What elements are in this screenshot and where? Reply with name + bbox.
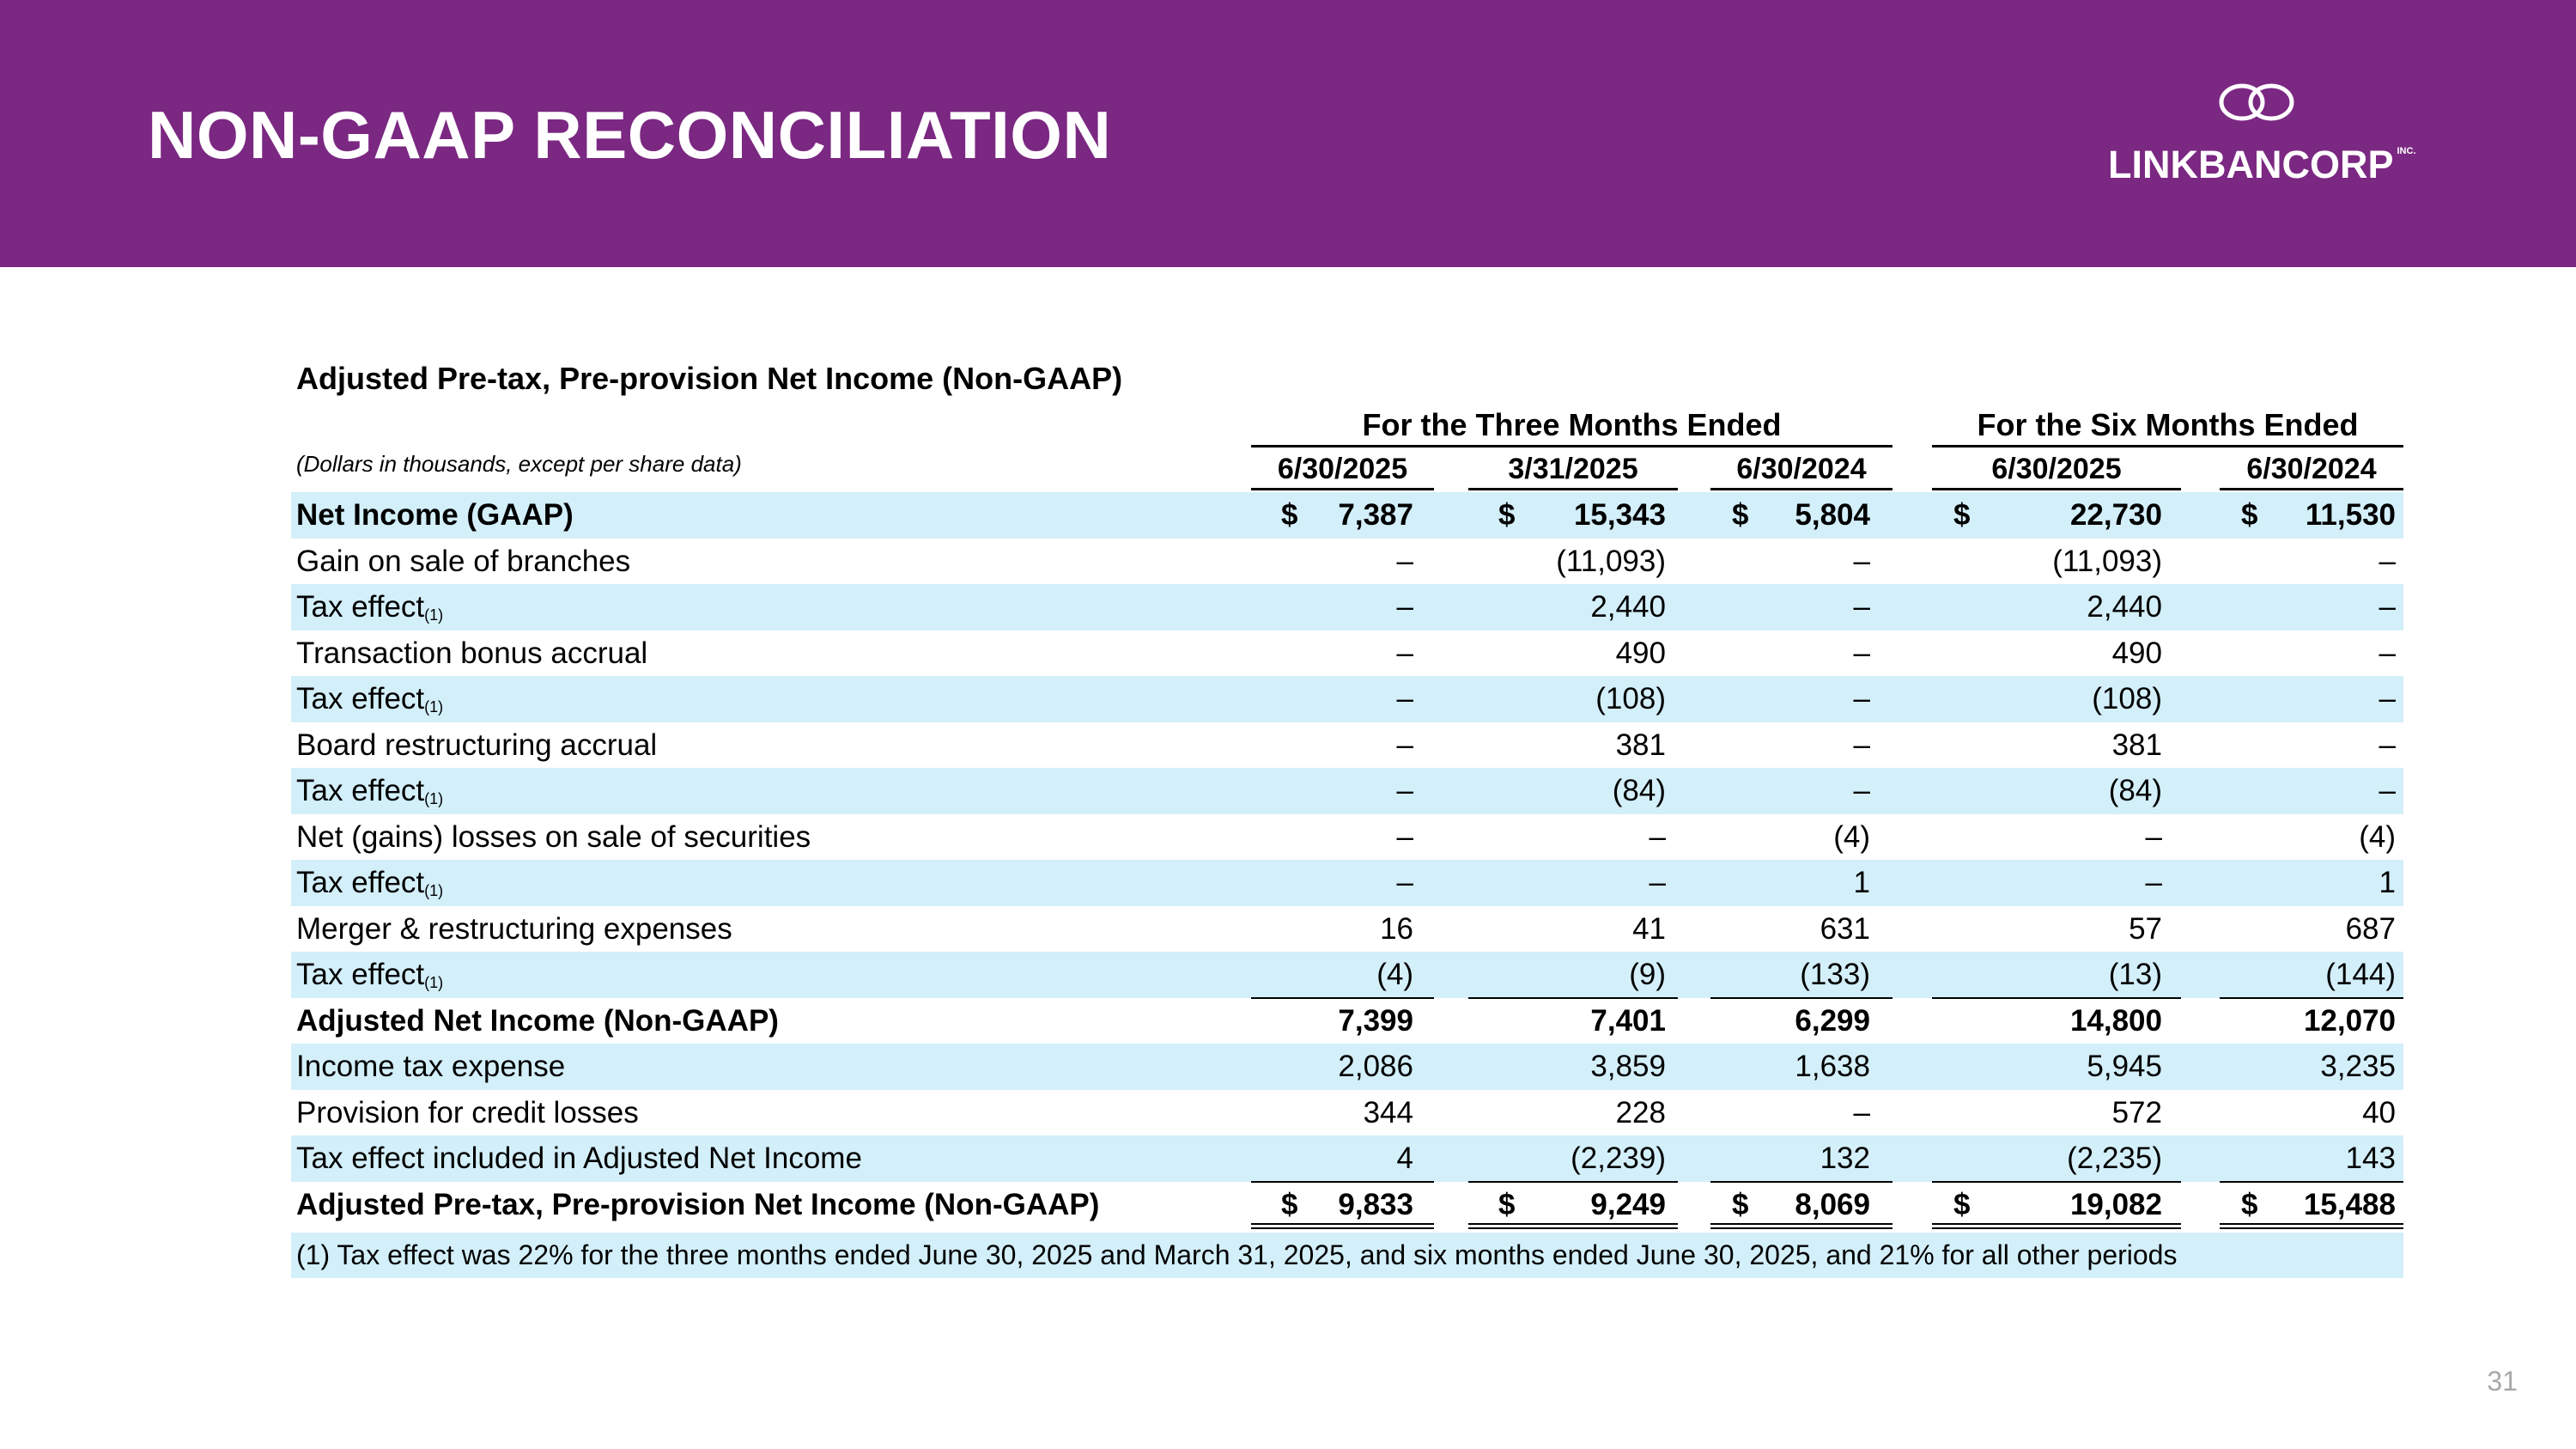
table-row — [291, 584, 2403, 630]
cell-value: 57 — [2129, 911, 2162, 946]
cell-value: – — [2379, 636, 2396, 670]
cell-value: – — [1853, 728, 1870, 762]
table-row — [291, 952, 2403, 998]
row-label: Board restructuring accrual — [296, 728, 658, 762]
row-label: Merger & restructuring expenses — [296, 911, 732, 946]
cell-value: 22,730 $ — [1932, 492, 2162, 539]
row-label: Tax effect$^{(1)}$ — [296, 774, 444, 807]
cell-value: – — [1396, 774, 1413, 807]
page-title: NON-GAAP RECONCILIATION — [148, 97, 1112, 173]
subtotal-rule — [1710, 997, 1893, 999]
cell-value: – — [2379, 682, 2396, 715]
cell-value: 2,440 — [2087, 590, 2162, 624]
cell-value: 344 — [1363, 1095, 1413, 1129]
cell-value: – — [2145, 819, 2162, 854]
table-row — [291, 998, 2403, 1044]
cell-value: 3,859 — [1590, 1050, 1666, 1083]
currency-symbol: $ — [1732, 498, 1749, 532]
row-label: Net (gains) losses on sale of securities — [296, 819, 811, 854]
cell-value: – — [2379, 774, 2396, 807]
cell-value: – — [2379, 728, 2396, 762]
row-label: Income tax expense — [296, 1050, 566, 1083]
row-label: Tax effect$^{(1)}$ — [296, 590, 444, 624]
cell-value: 3,235 — [2320, 1050, 2396, 1083]
table-row — [291, 1044, 2403, 1090]
column-header: 6/30/2025 — [1251, 450, 1434, 490]
column-header: 6/30/2025 — [1932, 450, 2181, 490]
table-row — [291, 676, 2403, 722]
row-label: Adjusted Net Income (Non-GAAP) — [296, 1003, 779, 1038]
currency-symbol: $ — [1953, 1187, 1971, 1221]
cell-value: 7,399 — [1338, 1003, 1413, 1038]
total-double-rule — [1251, 1223, 1434, 1229]
subtotal-rule — [1468, 1181, 1678, 1183]
group-header-three-months: For the Three Months Ended — [1251, 405, 1893, 447]
currency-symbol: $ — [2241, 498, 2258, 532]
total-double-rule — [1468, 1223, 1678, 1229]
cell-value: 631 — [1820, 911, 1870, 946]
row-label: Net Income (GAAP) — [296, 498, 574, 532]
cell-value: 143 — [2345, 1142, 2396, 1175]
row-label: Transaction bonus accrual — [296, 636, 648, 670]
cell-value: 1 — [2379, 866, 2396, 899]
cell-value: – — [1853, 544, 1870, 578]
cell-value: – — [2379, 544, 2396, 578]
cell-value: (11,093) — [1556, 544, 1666, 578]
cell-value: 12,070 — [2303, 1003, 2396, 1038]
row-label: Provision for credit losses — [296, 1095, 639, 1129]
table-row — [291, 814, 2403, 861]
cell-value: – — [1396, 544, 1413, 578]
logo-text: LINKBANCORP $^{INC.}$ — [2108, 143, 2416, 186]
cell-value: 16 — [1380, 911, 1413, 946]
subtotal-rule — [2220, 1181, 2403, 1183]
cell-value: 381 — [2111, 728, 2162, 762]
subtotal-rule — [1710, 1181, 1893, 1183]
currency-symbol: $ — [1498, 1187, 1516, 1221]
page-number: 31 — [2487, 1366, 2518, 1397]
row-label: Tax effect included in Adjusted Net Income — [296, 1142, 862, 1175]
currency-symbol: $ — [2241, 1187, 2258, 1221]
cell-value: 7,387 $ — [1251, 492, 1413, 539]
subtotal-rule — [1468, 997, 1678, 999]
cell-value: – — [1396, 636, 1413, 670]
company-logo — [2108, 82, 2451, 194]
total-double-rule — [1932, 1223, 2181, 1229]
cell-value: 6,299 — [1795, 1003, 1870, 1038]
cell-value: 5,804 $ — [1710, 492, 1870, 539]
cell-value: (9) — [1629, 958, 1666, 991]
cell-value: – — [1396, 819, 1413, 854]
cell-value: 9,833 $ — [1251, 1182, 1413, 1228]
cell-value: 15,488 $ — [2220, 1182, 2396, 1228]
cell-value: (2,235) — [2067, 1142, 2162, 1175]
table-row — [291, 860, 2403, 906]
cell-value: (108) — [2092, 682, 2162, 715]
cell-value: – — [1853, 590, 1870, 624]
cell-value: (4) — [2359, 819, 2396, 854]
total-double-rule — [2220, 1223, 2403, 1229]
cell-value: – — [1649, 866, 1666, 899]
currency-symbol: $ — [1281, 1187, 1298, 1221]
cell-value: (108) — [1595, 682, 1666, 715]
subtotal-rule — [2220, 997, 2403, 999]
cell-value: – — [1396, 590, 1413, 624]
cell-value: 9,249 $ — [1468, 1182, 1666, 1228]
row-label: Gain on sale of branches — [296, 544, 631, 578]
cell-value: – — [1853, 636, 1870, 670]
footnote: (1) Tax effect was 22% for the three months ended June 30, 2025 and March 31, 2025, and six months ended June 30, 2025, and 21% for all other periods — [291, 1233, 2403, 1278]
column-header: 6/30/2024 — [1710, 450, 1893, 490]
cell-value: 40 — [2362, 1095, 2396, 1129]
cell-value: – — [1853, 682, 1870, 715]
cell-value: (11,093) — [2052, 544, 2162, 578]
cell-value: (84) — [1612, 774, 1666, 807]
table-row — [291, 539, 2403, 585]
cell-value: – — [1396, 866, 1413, 899]
logo-rings-icon — [2218, 82, 2295, 122]
table-row — [291, 1182, 2403, 1228]
table-row — [291, 1090, 2403, 1136]
cell-value: 572 — [2111, 1095, 2162, 1129]
currency-symbol: $ — [1953, 498, 1971, 532]
table-row — [291, 906, 2403, 953]
table-row — [291, 722, 2403, 769]
cell-value: 4 — [1396, 1142, 1413, 1175]
subtotal-rule — [1251, 1181, 1434, 1183]
row-label: Tax effect$^{(1)}$ — [296, 958, 444, 991]
cell-value: 1 — [1853, 866, 1870, 899]
table-row — [291, 630, 2403, 677]
cell-value: 2,440 — [1590, 590, 1666, 624]
cell-value: 1,638 — [1795, 1050, 1870, 1083]
cell-value: (133) — [1800, 958, 1870, 991]
unit-note: (Dollars in thousands, except per share data) — [296, 451, 742, 477]
row-label: Tax effect$^{(1)}$ — [296, 866, 444, 899]
column-header: 6/30/2024 — [2220, 450, 2403, 490]
cell-value: (4) — [1833, 819, 1870, 854]
subtotal-rule — [1932, 1181, 2181, 1183]
cell-value: 41 — [1632, 911, 1666, 946]
currency-symbol: $ — [1498, 498, 1516, 532]
group-header-six-months: For the Six Months Ended — [1932, 405, 2403, 447]
cell-value: 490 — [2111, 636, 2162, 670]
cell-value: – — [1853, 774, 1870, 807]
currency-symbol: $ — [1732, 1187, 1749, 1221]
row-label: Adjusted Pre-tax, Pre-provision Net Income (Non-GAAP) — [296, 1187, 1100, 1221]
row-label: Tax effect$^{(1)}$ — [296, 682, 444, 715]
cell-value: 14,800 — [2069, 1003, 2162, 1038]
cell-value: 8,069 $ — [1710, 1182, 1870, 1228]
cell-value: (2,239) — [1571, 1142, 1666, 1175]
cell-value: (4) — [1376, 958, 1413, 991]
cell-value: – — [1396, 682, 1413, 715]
cell-value: – — [1853, 1095, 1870, 1129]
cell-value: 132 — [1820, 1142, 1870, 1175]
cell-value: 7,401 — [1590, 1003, 1666, 1038]
column-header: 3/31/2025 — [1468, 450, 1678, 490]
cell-value: 19,082 $ — [1932, 1182, 2162, 1228]
table-row — [291, 1135, 2403, 1182]
cell-value: (84) — [2108, 774, 2162, 807]
header-band — [0, 0, 2576, 267]
cell-value: – — [2379, 590, 2396, 624]
subtotal-rule — [1932, 997, 2181, 999]
currency-symbol: $ — [1281, 498, 1298, 532]
cell-value: 228 — [1615, 1095, 1666, 1129]
cell-value: (13) — [2108, 958, 2162, 991]
cell-value: 490 — [1615, 636, 1666, 670]
cell-value: 5,945 — [2087, 1050, 2162, 1083]
cell-value: (144) — [2325, 958, 2396, 991]
cell-value: 687 — [2345, 911, 2396, 946]
cell-value: 15,343 $ — [1468, 492, 1666, 539]
cell-value: 381 — [1615, 728, 1666, 762]
cell-value: – — [2145, 866, 2162, 899]
total-double-rule — [1710, 1223, 1893, 1229]
table-title: Adjusted Pre-tax, Pre-provision Net Income (Non-GAAP) — [296, 361, 1123, 396]
table-row — [291, 492, 2403, 539]
cell-value: 2,086 — [1338, 1050, 1413, 1083]
cell-value: 11,530 $ — [2220, 492, 2396, 539]
table-row — [291, 768, 2403, 814]
cell-value: – — [1649, 819, 1666, 854]
cell-value: – — [1396, 728, 1413, 762]
subtotal-rule — [1251, 997, 1434, 999]
